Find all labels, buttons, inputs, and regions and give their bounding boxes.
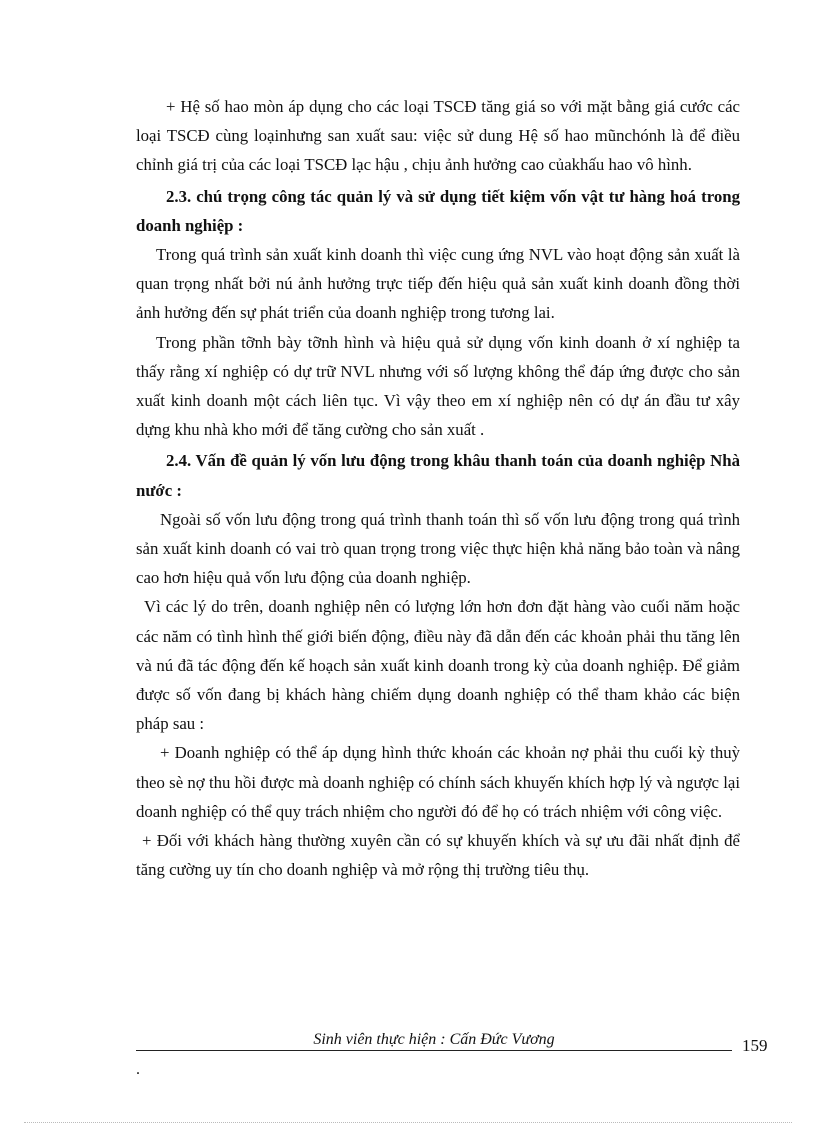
paragraph-receivables: Vì các lý do trên, doanh nghiệp nên có lượng lớn hơn đơn đặt hàng vào cuối năm hoặc các năm có tình hình thế giới biến động, điều này đã dẫn đến các khoản phải thu tăng lên và nú đã tác động đến kế hoạch sản xuất kinh doanh trong kỳ của doanh nghiệp. Để giảm được số vốn đang bị khách hàng chiếm dụng doanh nghiệp có thể tham khảo các biện pháp sau :: [136, 597, 740, 734]
footer-mark: .: [136, 1061, 140, 1078]
footer-author: Sinh viên thực hiện : Cấn Đức Vương: [313, 1031, 555, 1048]
paragraph-material-supply: Trong quá trình sản xuất kinh doanh thì việc cung ứng NVL vào hoạt động sản xuất là quan trọng nhất bởi nú ảnh hưởng trực tiếp đến hiệu quả sản xuất kinh doanh đồng thời ảnh hưởng đến sự phát triển của doanh nghiệp trong tương lai.: [136, 245, 740, 323]
section-heading-2-3: 2.3. chú trọng công tác quản lý và sử dụng tiết kiệm vốn vật tư hàng hoá trong doanh nghiệp :: [136, 186, 740, 235]
footer-rule: [136, 1050, 732, 1051]
document-body: [136, 92, 740, 884]
paragraph-working-capital: Ngoài số vốn lưu động trong quá trình thanh toán thì số vốn lưu động trong quá trình sản xuất kinh doanh có vai trò quan trọng trong việc thực hiện khả năng bảo toàn và nâng cao hơn hiệu quả vốn lưu động của doanh nghiệp.: [136, 509, 740, 588]
paragraph-customer-incentive: + Đối với khách hàng thường xuyên cần có sự khuyến khích và sự ưu đãi nhất định để tăng cường uy tín cho doanh nghiệp và mở rộng thị trường tiêu thụ.: [136, 831, 740, 880]
paragraph-warehouse-proposal: Trong phần tỡnh bày tỡnh hình và hiệu quả sử dụng vốn kinh doanh ở xí nghiệp ta thấy rằng xí nghiệp có dự trữ NVL nhưng với số lượng không thể đáp ứng được cho sản xuất kinh doanh một cách liên tục. Vì vậy theo em xí nghiệp nên có dự án đầu tư xây dựng khu nhà kho mới để tăng cường cho sản xuất .: [136, 332, 740, 440]
paragraph-depreciation-coefficient: + Hệ số hao mòn áp dụng cho các loại TSCĐ tăng giá so với mặt bằng giá cước các loại TSCĐ cùng loạinhưng san xuất sau: việc sử dung Hệ số hao mũnchónh là để điều chỉnh giá trị của các loại TSCĐ lạc hậu , chịu ảnh hưởng cao củakhấu hao vô hình.: [136, 97, 740, 175]
page-number: 159: [742, 1036, 768, 1055]
section-heading-2-4: 2.4. Vấn đề quản lý vốn lưu động trong khâu thanh toán của doanh nghiệp Nhà nước :: [136, 451, 740, 500]
paragraph-contract-measure: + Doanh nghiệp có thể áp dụng hình thức khoán các khoản nợ phải thu cuối kỳ thuỳ theo sè nợ thu hồi được mà doanh nghiệp có chính sách khuyến khích hợp lý và ngược lại doanh nghiệp có thể quy trách nhiệm cho người đó để họ có trách nhiệm với công việc.: [136, 743, 740, 821]
